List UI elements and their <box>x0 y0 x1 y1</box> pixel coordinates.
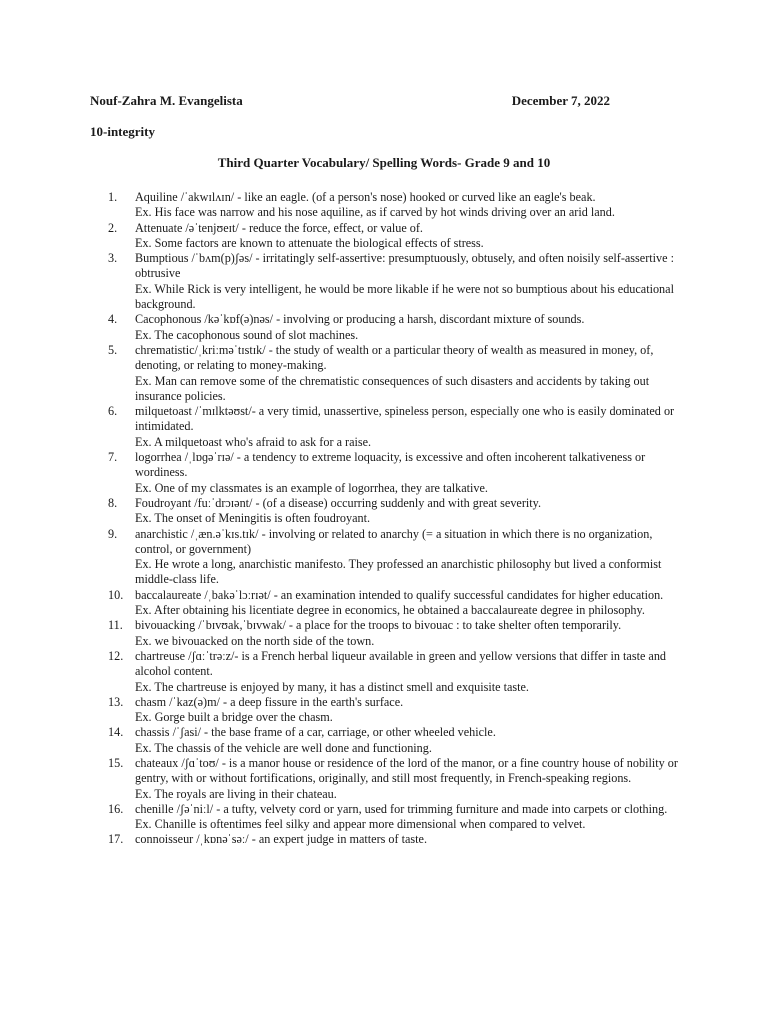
item-number: 15. <box>108 755 124 770</box>
item-example: Ex. A milquetoast who's afraid to ask for a raise. <box>135 434 372 449</box>
section-label: 10-integrity <box>90 124 155 139</box>
item-definition: chenille /ʃəˈniːl/ - a tufty, velvety cord or yarn, used for trimming furniture and made into carpets or clothing. <box>135 801 668 816</box>
item-number: 12. <box>108 648 124 663</box>
item-number: 10. <box>108 587 124 602</box>
item-number: 4. <box>108 312 118 327</box>
list-item <box>108 802 678 833</box>
item-number: 16. <box>108 801 124 816</box>
list-item <box>108 725 678 756</box>
item-number: 13. <box>108 694 124 709</box>
item-definition: chateaux /ʃɑˈtoʊ/ - is a manor house or residence of the lord of the manor, or a fine country house of nobility or gentry, with or without fortifications, originally, and still most frequently, in French-speaking regions. <box>135 755 678 786</box>
document-date: December 7, 2022 <box>511 93 610 108</box>
list-item <box>108 496 678 527</box>
item-example: Ex. Chanille is oftentimes feel silky and appear more dimensional when compared to velvet. <box>135 817 586 832</box>
item-definition: chrematistic/ˌkriːməˈtɪstɪk/ - the study of wealth or a particular theory of wealth as measured in money, of, denoting, or relating to money-making. <box>135 342 654 373</box>
item-number: 1. <box>108 190 118 204</box>
item-number: 3. <box>108 251 118 266</box>
item-example: Ex. Some factors are known to attenuate the biological effects of stress. <box>135 235 484 250</box>
item-example: Ex. He wrote a long, anarchistic manifesto. They professed an anarchistic philosophy but lived a conformist middle-class life. <box>135 557 662 587</box>
item-definition: Bumptious /ˈbʌm(p)ʃəs/ - irritatingly self-assertive: presumptuously, obtusely, and often noisily self-assertive : obtrusive <box>135 251 674 281</box>
item-example: Ex. Man can remove some of the chrematistic consequences of such disasters and accidents by taking out insurance policies. <box>135 373 650 403</box>
list-item <box>108 618 678 649</box>
item-number: 9. <box>108 526 118 541</box>
item-example: Ex. After obtaining his licentiate degree in economics, he obtained a baccalaureate degree in philosophy. <box>135 603 645 618</box>
list-item <box>108 312 678 343</box>
item-example: Ex. The onset of Meningitis is often foudroyant. <box>135 511 371 526</box>
item-number: 14. <box>108 725 124 740</box>
item-number: 17. <box>108 832 124 847</box>
item-number: 7. <box>108 450 118 465</box>
item-example: Ex. The cacophonous sound of slot machines. <box>135 327 359 342</box>
item-definition: milquetoast /ˈmɪlktəʊst/- a very timid, unassertive, spineless person, especially one who is easily dominated or intimidated. <box>135 404 675 434</box>
item-definition: baccalaureate /ˌbakəˈlɔːrɪət/ - an examination intended to qualify successful candidates for higher education. <box>135 587 664 602</box>
item-definition: anarchistic /ˌæn.əˈkɪs.tɪk/ - involving or related to anarchy (= a situation in which there is no organization, control, or government) <box>135 526 653 556</box>
item-example: Ex. we bivouacked on the north side of the town. <box>135 633 375 648</box>
item-definition: bivouacking /ˈbɪvʊak,ˈbɪvwak/ - a place for the troops to bivouac : to take shelter often temporarily. <box>135 618 622 633</box>
vocabulary-list <box>108 190 678 848</box>
item-example: Ex. Gorge built a bridge over the chasm. <box>135 710 333 725</box>
item-definition: Aquiline /ˈakwɪlʌɪn/ - like an eagle. (of a person's nose) hooked or curved like an eagle's beak. <box>135 190 596 204</box>
item-definition: chasm /ˈkaz(ə)m/ - a deep fissure in the earth's surface. <box>135 694 404 709</box>
header-row <box>90 93 610 111</box>
item-example: Ex. His face was narrow and his nose aquiline, as if carved by hot winds driving over an arid land. <box>135 205 615 220</box>
item-number: 11. <box>108 618 123 633</box>
item-example: Ex. The chartreuse is enjoyed by many, it has a distinct smell and exquisite taste. <box>135 679 529 694</box>
list-item <box>108 588 678 619</box>
item-number: 8. <box>108 495 118 510</box>
item-example: Ex. One of my classmates is an example of logorrhea, they are talkative. <box>135 480 488 495</box>
item-example: Ex. The royals are living in their chateau. <box>135 786 337 801</box>
item-number: 5. <box>108 342 118 357</box>
list-item <box>108 190 678 221</box>
item-definition: chassis /ˈʃasi/ - the base frame of a car, carriage, or other wheeled vehicle. <box>135 725 496 740</box>
list-item <box>108 221 678 252</box>
item-number: 2. <box>108 220 118 235</box>
list-item <box>108 527 678 588</box>
student-name: Nouf-Zahra M. Evangelista <box>90 93 243 108</box>
item-number: 6. <box>108 404 118 419</box>
list-item <box>108 343 678 404</box>
item-definition: logorrhea /ˌlɒɡəˈrɪə/ - a tendency to extreme loquacity, is excessive and often incoherent talkativeness or wordiness. <box>135 450 646 480</box>
list-item <box>108 404 678 450</box>
item-definition: chartreuse /ʃɑːˈtrəːz/- is a French herbal liqueur available in green and yellow versions that differ in taste and alcohol content. <box>135 648 667 679</box>
list-item <box>108 649 678 695</box>
item-definition: connoisseur /ˌkɒnəˈsəː/ - an expert judge in matters of taste. <box>135 832 428 847</box>
list-item <box>108 756 678 802</box>
item-definition: Cacophonous /kəˈkɒf(ə)nəs/ - involving or producing a harsh, discordant mixture of sounds. <box>135 312 585 327</box>
list-item <box>108 832 678 847</box>
list-item <box>108 251 678 312</box>
item-example: Ex. While Rick is very intelligent, he would be more likable if he were not so bumptious about his educational background. <box>135 281 674 312</box>
list-item <box>108 695 678 726</box>
item-definition: Foudroyant /fuːˈdrɔɪənt/ - (of a disease) occurring suddenly and with great severity. <box>135 495 542 510</box>
item-definition: Attenuate /əˈtenjʊeɪt/ - reduce the force, effect, or value of. <box>135 220 423 235</box>
document-title: Third Quarter Vocabulary/ Spelling Words- Grade 9 and 10 <box>217 155 551 170</box>
list-item <box>108 450 678 496</box>
item-example: Ex. The chassis of the vehicle are well done and functioning. <box>135 740 432 755</box>
